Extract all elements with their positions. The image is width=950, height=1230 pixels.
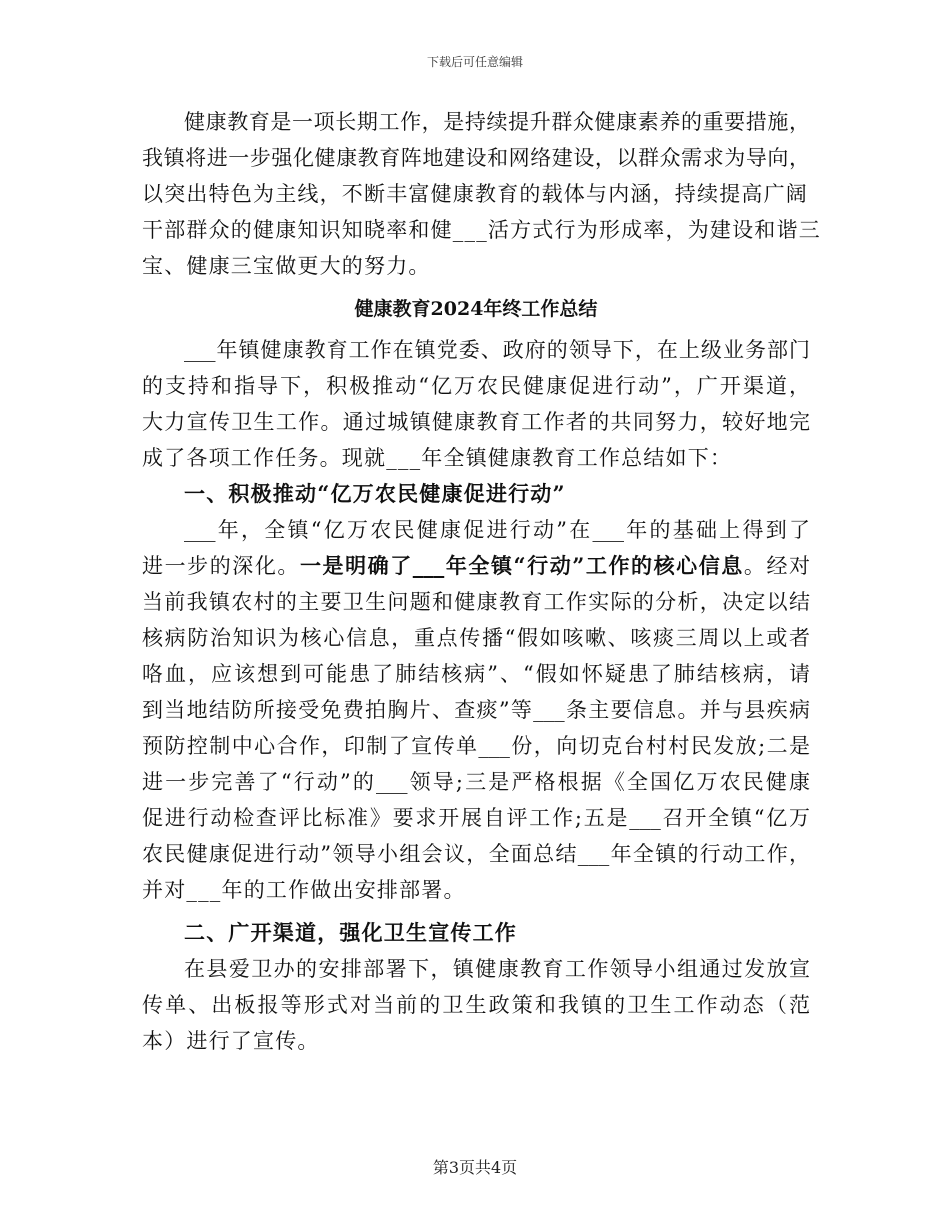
intro-paragraph	[142, 104, 821, 284]
summary-paragraph	[142, 332, 810, 476]
text-line: 农民健康促进行动”领导小组会议，全面总结___年全镇的行动工作，	[142, 842, 810, 866]
text-line: 预防控制中心合作，印制了宣传单___份，向切克台村村民发放;二是	[142, 734, 810, 758]
text-line: 核病防治知识为核心信息，重点传播“假如咳嗽、咳痰三周以上或者	[142, 626, 810, 650]
text-line: 我镇将进一步强化健康教育阵地建设和网络建设，以群众需求为导向，	[142, 146, 810, 170]
text-line: 干部群众的健康知识知晓率和健___活方式行为形成率，为建设和谐三	[142, 218, 821, 242]
page-header: 下载后可任意编辑	[426, 55, 523, 69]
text-run: 进一步的深化。	[142, 554, 300, 578]
section-1-paragraph	[142, 512, 810, 908]
section-2-paragraph	[142, 951, 810, 1059]
text-line: 传单、出板报等形式对当前的卫生政策和我镇的卫生工作动态（范	[142, 993, 810, 1017]
section-heading-2: 二、广开渠道，强化卫生宣传工作	[184, 920, 517, 945]
text-line: 到当地结防所接受免费拍胸片、查痰”等___条主要信息。并与县疾病	[142, 698, 810, 722]
text-line	[142, 548, 810, 584]
text-line: 并对___年的工作做出安排部署。	[142, 878, 466, 902]
text-line: 以突出特色为主线，不断丰富健康教育的载体与内涵，持续提高广阔	[142, 182, 808, 206]
document-title: 健康教育2024年终工作总结	[354, 298, 598, 320]
bold-text-run: 一是明确了___年全镇“行动”工作的核心信息	[299, 553, 744, 578]
document-body	[142, 104, 821, 1059]
text-line: ___年镇健康教育工作在镇党委、政府的领导下，在上级业务部门	[184, 338, 810, 362]
text-line: 咯血，应该想到可能患了肺结核病”、“假如怀疑患了肺结核病，请	[142, 662, 810, 686]
text-line: 进一步完善了“行动”的___领导;三是严格根据《全国亿万农民健康	[142, 770, 810, 794]
text-line: 的支持和指导下，积极推动“亿万农民健康促进行动”，广开渠道，	[142, 374, 810, 398]
text-line: 宝、健康三宝做更大的努力。	[142, 254, 431, 278]
text-line: 本）进行了宣传。	[142, 1029, 320, 1053]
text-line: 成了各项工作任务。现就___年全镇健康教育工作总结如下：	[142, 446, 733, 470]
text-line: 促进行动检查评比标准》要求开展自评工作;五是___召开全镇“亿万	[142, 806, 810, 830]
text-line: 健康教育是一项长期工作，是持续提升群众健康素养的重要措施，	[184, 110, 810, 134]
text-line: ___年，全镇“亿万农民健康促进行动”在___年的基础上得到了	[184, 518, 810, 542]
text-run: 。经对	[743, 554, 811, 578]
text-line: 大力宣传卫生工作。通过城镇健康教育工作者的共同努力，较好地完	[142, 410, 810, 434]
section-heading-1: 一、积极推动“亿万农民健康促进行动”	[184, 481, 566, 506]
page-number: 第3页共4页	[432, 1158, 518, 1177]
text-line: 当前我镇农村的主要卫生问题和健康教育工作实际的分析，决定以结	[142, 590, 810, 614]
text-line: 在县爱卫办的安排部署下，镇健康教育工作领导小组通过发放宣	[184, 957, 810, 981]
